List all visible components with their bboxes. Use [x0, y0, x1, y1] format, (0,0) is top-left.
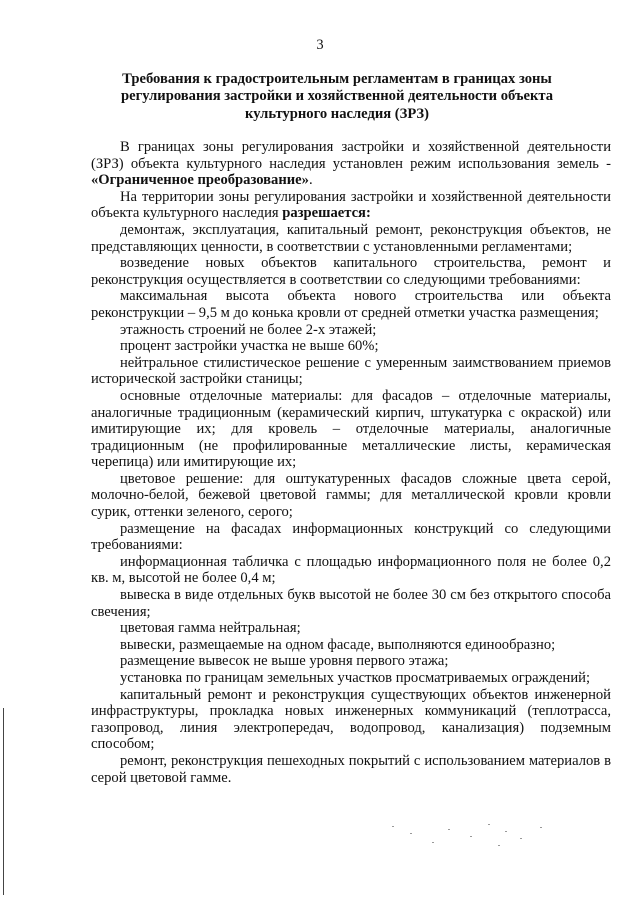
list-item: цветовая гамма нейтральная;	[120, 620, 301, 637]
list-item: ремонт, реконструкция пешеходных покрытий с использованием материалов в серой цветовой гамме.	[91, 752, 611, 786]
document-body	[91, 139, 611, 786]
paragraph-permitted	[91, 189, 611, 222]
list-item: основные отделочные материалы: для фасадов – отделочные материалы, аналогичные традиционным (керамический кирпич, штукатурка с окраской) или имитирующие их; для кровель – отделочные материалы, аналогичные традиционным (не профилированные металлические листы, керамическая черепица) или имитирующие их;	[91, 387, 611, 471]
list-item: вывески, размещаемые на одном фасаде, выполняются единообразно;	[120, 636, 556, 653]
list-item: информационная табличка с площадью информационного поля не более 0,2 кв. м, высотой не более 0,4 м;	[91, 553, 611, 587]
list-item: размещение на фасадах информационных конструкций со следующими требованиями:	[91, 520, 611, 554]
paragraph-regime-text: В границах зоны регулирования застройки и хозяйственной деятельности (ЗРЗ) объекта культурного наследия установлен режим использования земель -	[91, 139, 611, 172]
list-item: процент застройки участка не выше 60%;	[120, 338, 379, 355]
page-number: 3	[316, 37, 324, 53]
paragraph-regime-end: .	[308, 172, 313, 189]
list-item: демонтаж, эксплуатация, капитальный ремонт, реконструкция объектов, не представляющих ценности, в соответствии с установленными регламентами;	[91, 221, 611, 255]
paragraph-regime	[91, 139, 611, 189]
list-item: нейтральное стилистическое решение с умеренным заимствованием приемов исторической застройки станицы;	[91, 354, 611, 388]
list-item: капитальный ремонт и реконструкция существующих объектов инженерной инфраструктуры, прокладка новых инженерных коммуникаций (теплотрасса, газопровод, линия электропередач, водопровод, канализация) подземным способом;	[91, 686, 611, 753]
scan-edge-line	[3, 708, 4, 895]
list-item: цветовое решение: для оштукатуренных фасадов сложные цвета серой, молочно-белой, бежевой цветовой гаммы; для металлической кровли кровли сурик, оттенки зеленого, серого;	[91, 470, 611, 521]
list-item: возведение новых объектов капитального строительства, ремонт и реконструкция осуществляется в соответствии со следующими требованиями:	[91, 255, 611, 288]
section-title: Требования к градостроительным регламентам в границах зоны регулирования застройки и хозяйственной деятельности объекта культурного наследия (ЗРЗ)	[120, 71, 554, 122]
list-item: вывеска в виде отдельных букв высотой не более 30 см без открытого способа свечения;	[91, 587, 611, 620]
list-item: размещение вывесок не выше уровня первого этажа;	[120, 653, 449, 670]
permitted-label: разрешается:	[282, 205, 371, 222]
regime-name: «Ограниченное преобразование»	[91, 172, 309, 189]
list-item: максимальная высота объекта нового строительства или объекта реконструкции – 9,5 м до конька кровли от средней отметки участка размещения;	[91, 288, 611, 321]
list-item: установка по границам земельных участков просматриваемых ограждений;	[120, 670, 591, 686]
list-item: этажность строений не более 2-х этажей;	[120, 321, 377, 338]
paragraph-permitted-text: На территории зоны регулирования застройки и хозяйственной деятельности объекта культурного наследия	[91, 188, 611, 222]
